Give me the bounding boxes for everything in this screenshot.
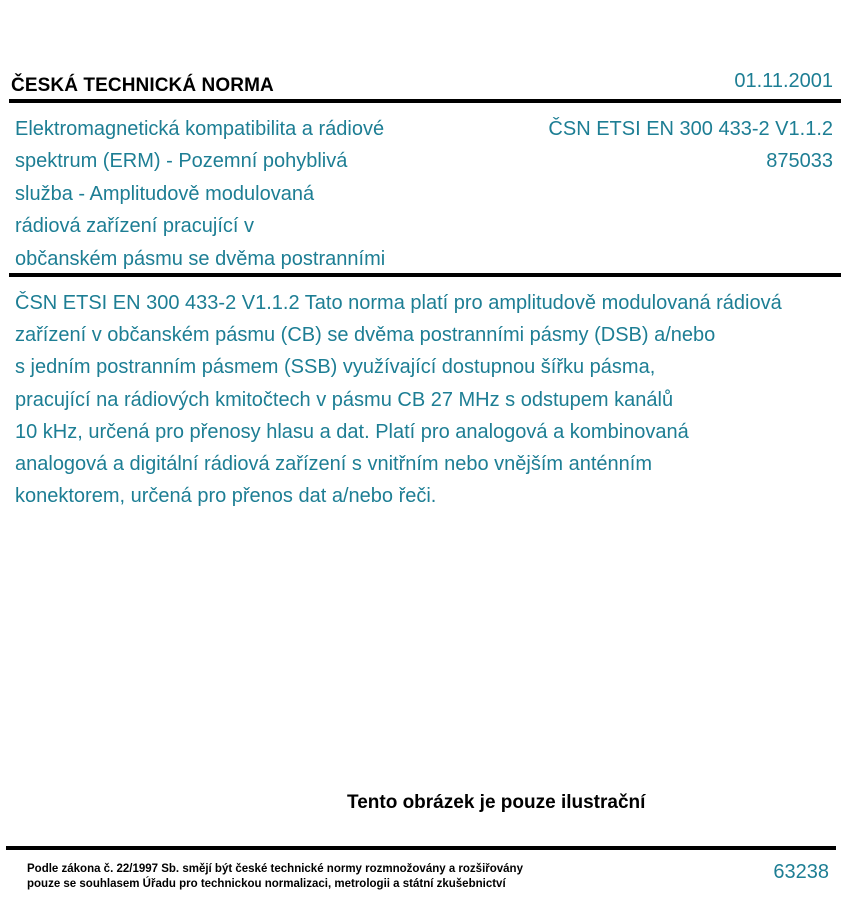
standard-designation: ČSN ETSI EN 300 433-2 V1.1.2 bbox=[548, 118, 833, 140]
title-divider bbox=[9, 273, 841, 277]
publication-date: 01.11.2001 bbox=[734, 70, 833, 92]
standard-abstract: ČSN ETSI EN 300 433-2 V1.1.2 Tato norma platí pro amplitudově modulovaná rádiová zařízení v občanském pásmu (CB) se dvěma postranními pásmy (DSB) a/nebo s jedním postranním pásmem (SSB) využívající dostupnou šířku pásma, pracující na rádiových kmitočtech v pásmu CB 27 MHz s odstupem kanálů 10 kHz, určená pro přenosy hlasu a dat. Platí pro analogová a kombinovaná analogová a digitální rádiová zařízení s vnitřním nebo vnějším anténním konektorem, určená pro přenos dat a/nebo řeči. bbox=[15, 292, 782, 508]
footer-document-number: 63238 bbox=[773, 861, 829, 883]
header-divider bbox=[9, 99, 841, 103]
illustration-note: Tento obrázek je pouze ilustrační bbox=[347, 792, 646, 813]
footer-legal-notice: Podle zákona č. 22/1997 Sb. smějí být české technické normy rozmnožovány a rozšiřovány pouze se souhlasem Úřadu pro technickou normalizaci, metrologii a státní zkušebnictví bbox=[27, 863, 523, 890]
standard-class-number: 875033 bbox=[766, 150, 833, 173]
page-title: ČESKÁ TECHNICKÁ NORMA bbox=[11, 75, 274, 96]
footer-divider bbox=[6, 846, 836, 850]
standard-title: Elektromagnetická kompatibilita a rádiové spektrum (ERM) - Pozemní pohyblivá služba - Amplitudově modulovaná rádiová zařízení pracující v občanském pásmu se dvěma postranními bbox=[15, 118, 386, 270]
standard-designation-block bbox=[548, 113, 833, 178]
